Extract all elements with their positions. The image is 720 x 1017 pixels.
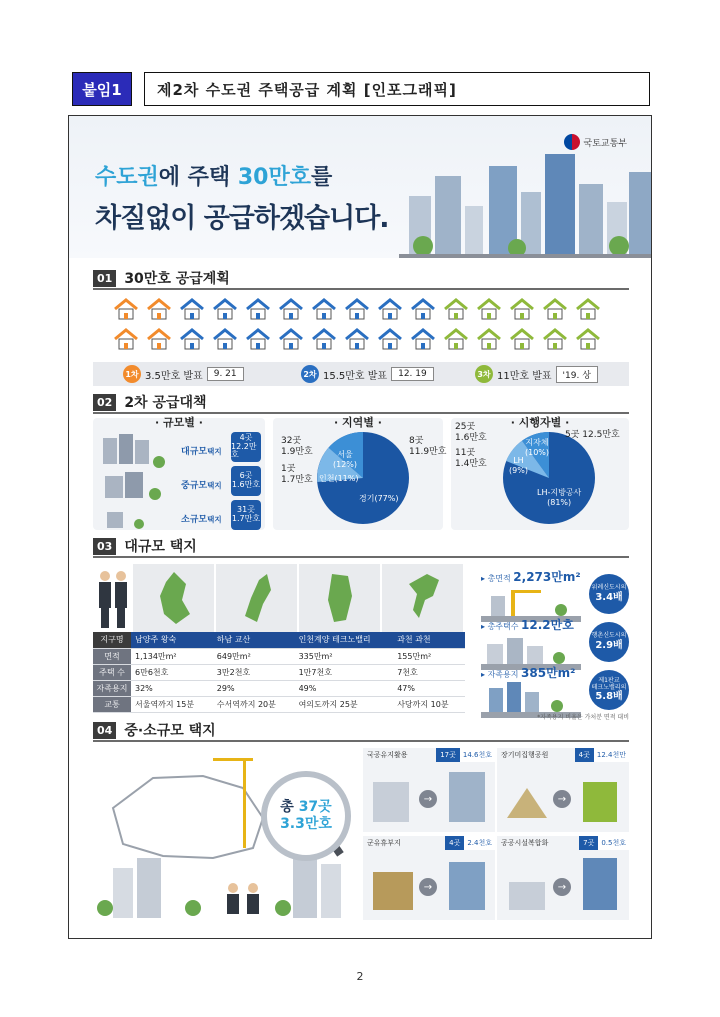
gyeonggi-note: 8곳 11.9만호 — [409, 436, 447, 458]
section-title: 30만호 공급계획 — [124, 271, 230, 287]
stat-name: 자족용지 — [487, 670, 519, 679]
stat-label: ▸ 총면적 2,273만m² — [481, 570, 581, 584]
table-header: 과천 과천 — [393, 632, 465, 648]
house-icon — [344, 328, 370, 350]
announcement-date: 12. 19 — [391, 367, 434, 381]
badge-caption: 위례신도시의 — [591, 584, 627, 592]
region-title: · 지역별 · — [334, 416, 382, 429]
announcement-amount: 15.5만호 발표 — [323, 370, 388, 382]
row-label: 교통 — [93, 696, 131, 712]
table-cell: 6만6천호 — [131, 664, 213, 680]
size-count: 6곳 — [239, 471, 253, 481]
stat-value: 2,273만m² — [513, 570, 581, 584]
headline-amount: 30만호 — [237, 165, 311, 190]
tile-header — [497, 836, 629, 850]
row-label: 주택 수 — [93, 664, 131, 680]
table-row — [93, 648, 465, 664]
house-icon — [278, 298, 304, 320]
table-cell: 649만m² — [213, 648, 295, 664]
tile-name: 공공시설복합화 — [501, 839, 549, 847]
house-icon — [311, 298, 337, 320]
house-icon — [575, 298, 601, 320]
incheon-pct: (11%) — [334, 474, 359, 483]
size-small-badge — [231, 500, 261, 530]
size-units: 1.6만호 — [231, 480, 261, 489]
section-number: 04 — [93, 722, 116, 739]
map-incheon — [299, 564, 380, 632]
stat-badge — [589, 574, 629, 614]
house-icon — [212, 298, 238, 320]
table-header-row — [93, 632, 465, 648]
badge-caption: 행촌신도시의 — [591, 632, 627, 640]
map-icon — [154, 570, 194, 626]
document-heading — [72, 72, 650, 106]
apartment-illustration — [99, 432, 179, 530]
tile-name: 국공유지활용 — [367, 751, 408, 759]
map-gwacheon — [382, 564, 463, 632]
table-cell: 155만m² — [393, 648, 465, 664]
house-icon — [509, 328, 535, 350]
section-number: 03 — [93, 538, 116, 555]
local-name: 지자체 — [525, 438, 549, 447]
house-icon — [542, 328, 568, 350]
page-number: 2 — [356, 970, 364, 983]
executor-title: · 시행자별 · — [510, 416, 570, 429]
city-skyline-illustration — [399, 146, 652, 258]
executor-main-label — [537, 488, 581, 507]
size-label-small — [181, 512, 222, 525]
table-cell: 335만m² — [295, 648, 394, 664]
row-label: 면적 — [93, 648, 131, 664]
document-title: 제2차 수도권 주택공급 계획 [인포그래픽] — [144, 72, 650, 106]
house-icon — [113, 298, 139, 320]
table-row — [93, 696, 465, 712]
region-incheon-label — [319, 474, 359, 484]
stat-name: 총면적 — [487, 574, 511, 583]
house-icon — [311, 328, 337, 350]
house-icon — [410, 328, 436, 350]
table-header: 하남 교산 — [213, 632, 295, 648]
lhmain-name: LH-지방공사 — [537, 488, 582, 497]
ministry-name: 국토교통부 — [583, 138, 627, 149]
tile-public-facility-complex — [497, 836, 629, 920]
table-row — [93, 664, 465, 680]
map-namyangju — [133, 564, 214, 632]
headline-region: 수도권 — [95, 165, 159, 190]
tile-units: 14.6천호 — [460, 748, 495, 762]
house-icon — [146, 328, 172, 350]
size-name: 중규모 — [181, 481, 208, 491]
section-title: 중·소규모 택지 — [124, 723, 216, 739]
stat-name: 총주택수 — [487, 622, 519, 631]
tile-name: 군유휴부지 — [367, 839, 401, 847]
tile-name: 장기미집행공원 — [501, 751, 549, 759]
gyeonggi-name: 경기 — [359, 494, 375, 503]
gyeonggi-pct: (77%) — [374, 494, 399, 503]
tile-units: 0.5천호 — [598, 836, 629, 850]
tile-idle-military-land — [363, 836, 495, 920]
infographic — [68, 115, 652, 939]
tile-count: 4곳 — [575, 748, 594, 762]
seoul-note: 32곳 1.9만호 — [281, 436, 313, 458]
section-03-header — [93, 536, 629, 558]
house-icon — [509, 298, 535, 320]
attachment-tag: 붙임1 — [72, 72, 132, 106]
table-cell: 29% — [213, 680, 295, 696]
stat-badge — [589, 670, 629, 710]
size-medium-badge — [231, 466, 261, 496]
badge-caption: 제1판교 테크노밸리의 — [591, 676, 627, 691]
tile-units: 12.4천만 — [594, 748, 629, 762]
table-header: 남양주 왕숙 — [131, 632, 213, 648]
district-map-row — [133, 564, 463, 632]
badge-value: 5.8배 — [595, 691, 623, 703]
row-label: 자족용지 — [93, 680, 131, 696]
lh-name: LH — [513, 456, 524, 465]
table-cell: 사당까지 10분 — [393, 696, 465, 712]
house-icon — [179, 328, 205, 350]
house-icon — [146, 298, 172, 320]
total-sites — [280, 799, 331, 816]
house-icon — [410, 298, 436, 320]
stat-label: ▸ 총주택수 12.2만호 — [481, 618, 574, 632]
table-cell: 1,134만m² — [131, 648, 213, 664]
tile-unexecuted-park — [497, 748, 629, 832]
table-header: 인천계양 테크노밸리 — [295, 632, 394, 648]
house-icon — [542, 298, 568, 320]
tile-count: 17곳 — [436, 748, 460, 762]
stat-value: 12.2만호 — [521, 618, 574, 632]
size-units: 12.2만호 — [231, 441, 257, 460]
table-header: 지구명 — [93, 632, 131, 648]
total-count: 37곳 — [298, 799, 332, 816]
house-icon — [443, 328, 469, 350]
table-row — [93, 680, 465, 696]
size-title: · 규모별 · — [155, 416, 203, 429]
tile-units: 2.4천호 — [464, 836, 495, 850]
section-04-header — [93, 720, 629, 742]
section-number: 02 — [93, 394, 116, 411]
size-name: 대규모 — [181, 447, 208, 457]
house-icon — [212, 328, 238, 350]
house-icon — [476, 298, 502, 320]
table-cell: 7천호 — [393, 664, 465, 680]
table-cell: 47% — [393, 680, 465, 696]
local-pct: (10%) — [525, 447, 550, 457]
section-02-header — [93, 392, 629, 414]
house-icon — [443, 298, 469, 320]
table-cell: 서울역까지 15분 — [131, 696, 213, 712]
table-cell: 여의도까지 25분 — [295, 696, 394, 712]
house-icon — [377, 298, 403, 320]
banner-headline-2: 차질없이 공급하겠습니다. — [95, 203, 389, 234]
stat-badge — [589, 622, 629, 662]
section-title: 2차 공급대책 — [124, 395, 207, 411]
total-units: 3.3만호 — [280, 816, 332, 832]
announcement-badge: 2차 — [301, 365, 319, 383]
tile-header — [363, 748, 495, 762]
headline-particle: 를 — [310, 165, 333, 190]
businessmen-illustration — [95, 568, 131, 630]
announcement-amount: 11만호 발표 — [497, 370, 552, 382]
size-large-badge — [231, 432, 261, 462]
map-hanam — [216, 564, 297, 632]
section-01-header — [93, 268, 629, 290]
region-gyeonggi-label — [359, 494, 399, 504]
house-icon-grid — [113, 298, 613, 350]
size-suffix: 택지 — [207, 447, 222, 456]
house-icon — [179, 298, 205, 320]
announcement-date: 9. 21 — [207, 367, 244, 381]
seoul-pct: (12%) — [333, 459, 358, 469]
badge-value: 2.9배 — [595, 639, 623, 651]
announcement-2 — [301, 365, 434, 383]
size-label-medium — [181, 478, 222, 491]
arrow-right-icon: → — [553, 878, 571, 896]
house-icon — [476, 328, 502, 350]
size-count: 4곳 — [239, 432, 253, 442]
map-icon — [403, 570, 443, 626]
lh-note: 11곳 1.4만호 — [455, 448, 487, 470]
size-suffix: 택지 — [207, 481, 222, 490]
arrow-right-icon: → — [419, 878, 437, 896]
house-icon — [245, 328, 271, 350]
tile-count: 4곳 — [445, 836, 464, 850]
total-summary-circle — [261, 771, 351, 861]
tile-public-land — [363, 748, 495, 832]
size-name: 소규모 — [181, 515, 208, 525]
lhmain-note: 5곳 12.5만호 — [565, 430, 620, 440]
table-cell: 49% — [295, 680, 394, 696]
table-cell: 3만2천호 — [213, 664, 295, 680]
banner-headline-1 — [95, 160, 332, 191]
house-icon — [245, 298, 271, 320]
size-count: 31곳 — [237, 505, 255, 515]
table-cell: 수서역까지 20분 — [213, 696, 295, 712]
district-table — [93, 632, 465, 713]
lh-pct: (9%) — [509, 465, 528, 475]
footnote: *자족용지 비율은 가처분 면적 대비 — [537, 714, 629, 721]
announcement-badge: 1차 — [123, 365, 141, 383]
lhmain-pct: (81%) — [547, 497, 572, 507]
map-icon — [320, 570, 360, 626]
announcement-3 — [475, 365, 598, 383]
incheon-name: 인천 — [319, 474, 335, 483]
size-label-large — [181, 444, 222, 457]
arrow-right-icon: → — [419, 790, 437, 808]
seoul-name: 서울 — [337, 450, 353, 459]
tile-count: 7곳 — [579, 836, 598, 850]
stat-value: 385만m² — [521, 666, 576, 680]
banner — [69, 116, 652, 258]
headline-text: 에 주택 — [158, 165, 238, 190]
house-icon — [575, 328, 601, 350]
region-seoul-label — [333, 450, 357, 469]
size-suffix: 택지 — [207, 515, 222, 524]
announcement-1 — [123, 365, 244, 383]
house-icon — [278, 328, 304, 350]
house-icon — [377, 328, 403, 350]
announcement-amount: 3.5만호 발표 — [145, 370, 203, 382]
house-icon — [113, 328, 139, 350]
map-icon — [237, 570, 277, 626]
stat-label: ▸ 자족용지 385만m² — [481, 666, 576, 680]
announcement-badge: 3차 — [475, 365, 493, 383]
tile-header — [497, 748, 629, 762]
local-note: 25곳 1.6만호 — [455, 422, 487, 444]
announcement-date: '19. 상 — [556, 366, 598, 383]
total-prefix: 총 — [280, 799, 299, 816]
section-number: 01 — [93, 270, 116, 287]
table-cell: 1만7천호 — [295, 664, 394, 680]
executor-lh-label — [509, 456, 528, 475]
badge-value: 3.4배 — [595, 591, 623, 603]
executor-local-label — [525, 438, 549, 457]
table-cell: 32% — [131, 680, 213, 696]
house-icon — [344, 298, 370, 320]
tile-header — [363, 836, 495, 850]
arrow-right-icon: → — [553, 790, 571, 808]
incheon-note: 1곳 1.7만호 — [281, 464, 313, 486]
section-title: 대규모 택지 — [124, 539, 197, 555]
size-units: 1.7만호 — [231, 514, 261, 523]
